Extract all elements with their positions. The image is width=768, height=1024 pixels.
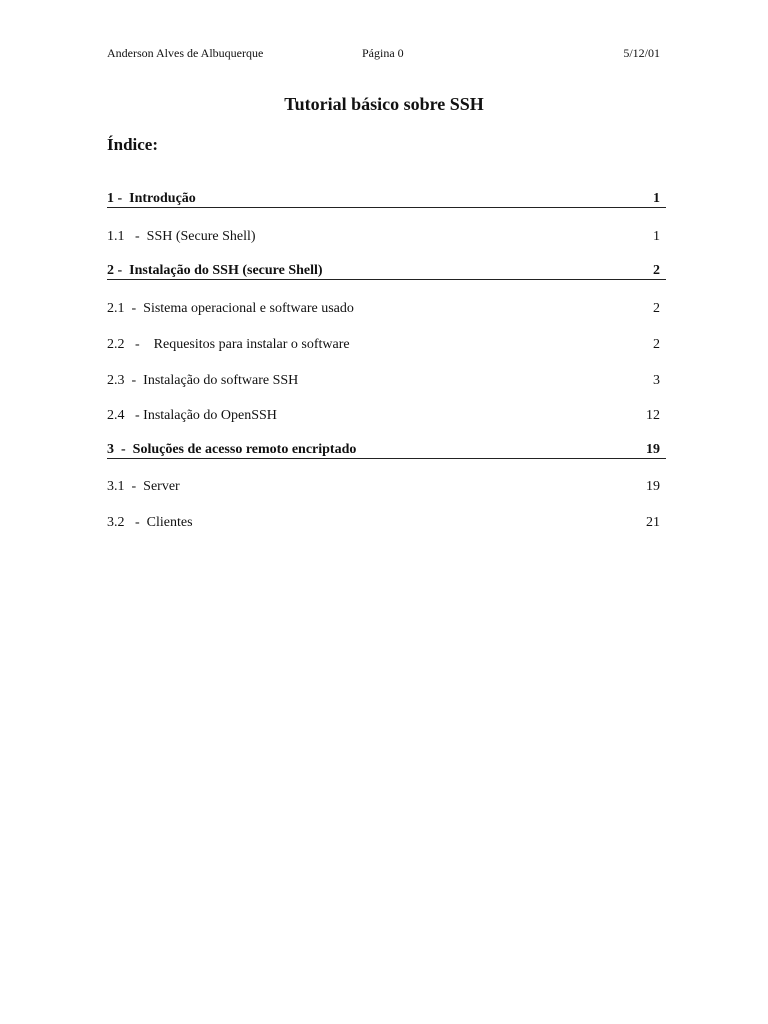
document-title: Tutorial básico sobre SSH: [284, 94, 484, 114]
toc-entry-label: 3.2 - Clientes: [107, 515, 193, 530]
toc-entry-label: 2.1 - Sistema operacional e software usado: [107, 301, 354, 316]
toc-entry-page: 19: [646, 442, 660, 457]
toc-entry[interactable]: [107, 511, 666, 531]
page-header: [107, 46, 660, 64]
toc-entry-page: 3: [653, 373, 660, 388]
toc-entry-label: 3.1 - Server: [107, 479, 180, 494]
toc-entry[interactable]: [107, 475, 666, 495]
toc-entry-page: 2: [653, 337, 660, 352]
toc-entry-page: 21: [646, 515, 660, 530]
header-date: 5/12/01: [623, 46, 660, 60]
header-page-number: Página 0: [362, 46, 404, 60]
index-heading: Índice:: [107, 135, 158, 154]
toc-entry[interactable]: [107, 297, 666, 317]
toc-entry[interactable]: [107, 188, 666, 208]
toc-entry[interactable]: [107, 439, 666, 459]
table-of-contents: [107, 188, 666, 531]
toc-entry-label: 2.3 - Instalação do software SSH: [107, 373, 299, 388]
toc-entry-page: 12: [646, 408, 660, 423]
toc-entry[interactable]: [107, 333, 666, 353]
toc-entry[interactable]: [107, 369, 666, 389]
toc-entry-page: 1: [653, 191, 660, 206]
toc-entry-label: 3 - Soluções de acesso remoto encriptado: [107, 442, 357, 457]
toc-entry-label: 1 - Introdução: [107, 191, 196, 206]
toc-entry[interactable]: [107, 225, 666, 245]
toc-entry-label: 2.4 - Instalação do OpenSSH: [107, 408, 277, 423]
toc-entry[interactable]: [107, 404, 666, 424]
toc-entry-label: 2 - Instalação do SSH (secure Shell): [107, 263, 323, 278]
toc-entry-page: 2: [653, 263, 660, 278]
toc-entry[interactable]: [107, 260, 666, 280]
toc-entry-label: 1.1 - SSH (Secure Shell): [107, 229, 256, 244]
toc-entry-label: 2.2 - Requesitos para instalar o software: [107, 337, 350, 352]
header-author: Anderson Alves de Albuquerque: [107, 46, 264, 60]
toc-entry-page: 2: [653, 301, 660, 316]
toc-entry-page: 19: [646, 479, 660, 494]
toc-entry-page: 1: [653, 229, 660, 244]
